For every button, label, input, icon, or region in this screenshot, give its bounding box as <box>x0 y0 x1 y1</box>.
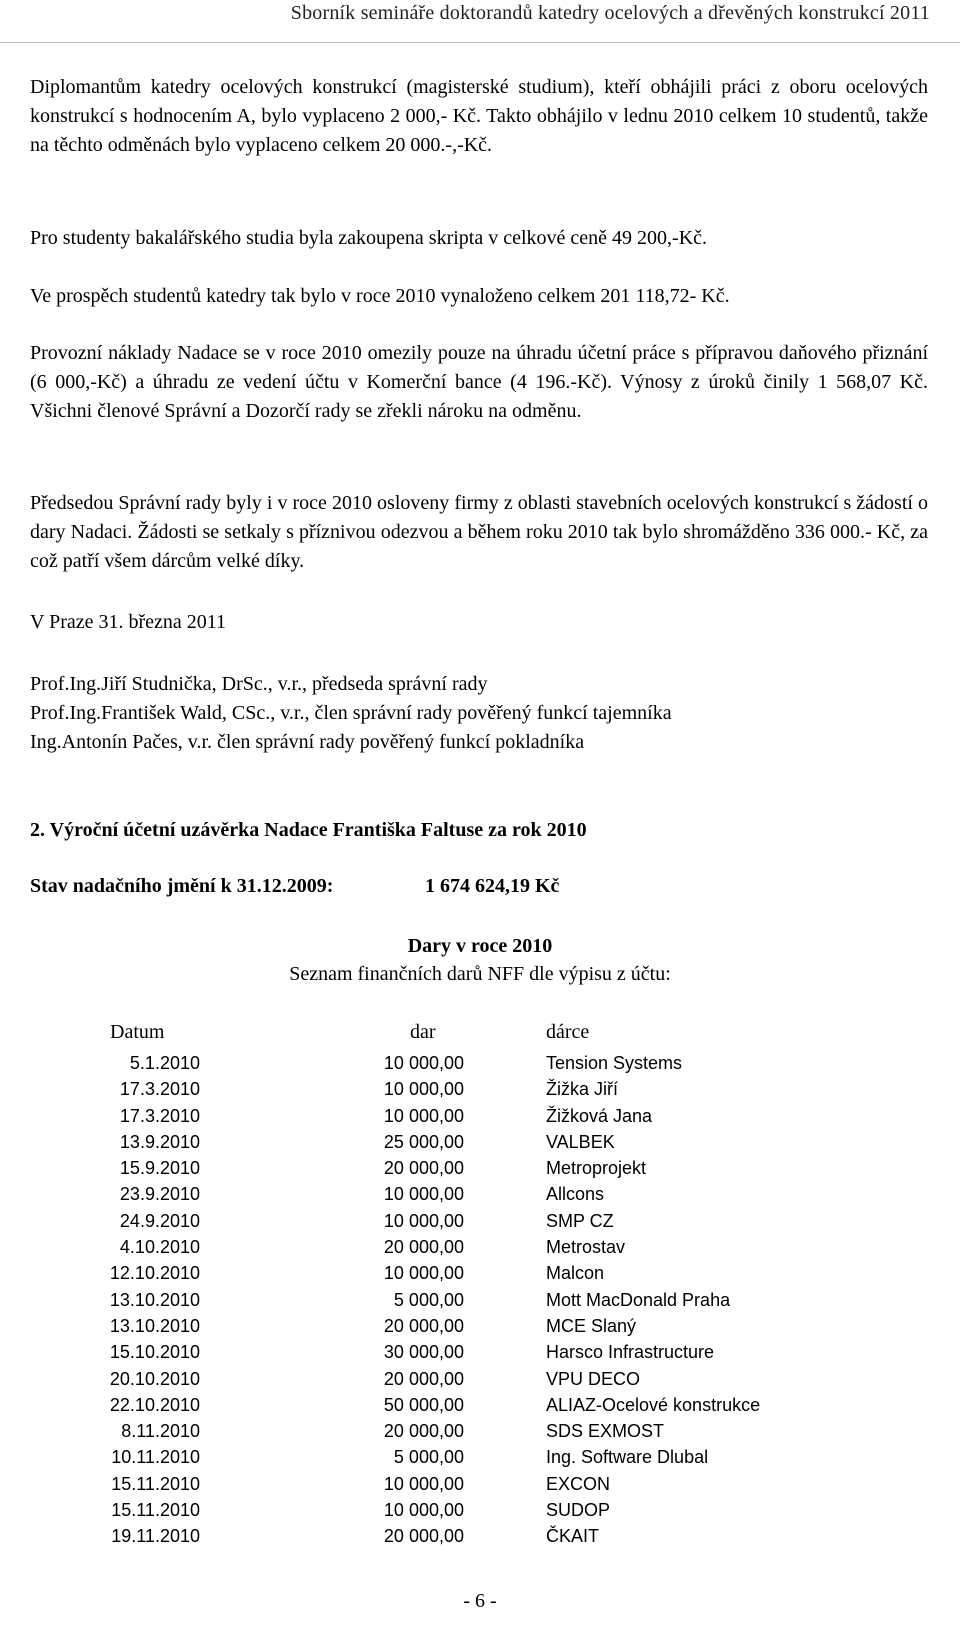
cell-date: 13.9.2010 <box>119 1131 200 1152</box>
column-header-date: Datum <box>110 1021 165 1043</box>
signature-chair: Prof.Ing.Jiří Studnička, DrSc., v.r., předseda správní rady <box>30 673 488 695</box>
cell-amount: 30 000,00 <box>383 1342 464 1363</box>
donations-subtitle: Seznam finančních darů NFF dle výpisu z účtu: <box>289 963 671 985</box>
cell-date: 23.9.2010 <box>119 1184 200 1205</box>
table-row <box>0 1526 960 1552</box>
cell-donor: Mott MacDonald Praha <box>546 1289 731 1310</box>
cell-amount: 10 000,00 <box>383 1210 464 1231</box>
cell-date: 8.11.2010 <box>121 1421 200 1442</box>
paragraph-bachelor-scripts: Pro studenty bakalářského studia byla zakoupena skripta v celkové ceně 49 200,-Kč. <box>30 227 708 249</box>
column-header-donor: dárce <box>546 1021 590 1043</box>
table-row <box>0 1474 960 1500</box>
cell-date: 20.10.2010 <box>109 1368 200 1389</box>
cell-donor: Metrostav <box>546 1237 626 1258</box>
cell-donor: ČKAIT <box>546 1526 600 1547</box>
cell-amount: 20 000,00 <box>383 1421 464 1442</box>
cell-amount: 20 000,00 <box>383 1237 464 1258</box>
table-row <box>0 1053 960 1079</box>
cell-donor: SMP CZ <box>546 1210 614 1231</box>
cell-donor: Žižka Jiří <box>546 1079 618 1100</box>
table-row <box>0 1369 960 1395</box>
table-row <box>0 1421 960 1447</box>
cell-donor: Metroprojekt <box>546 1158 647 1179</box>
cell-date: 13.10.2010 <box>109 1289 200 1310</box>
cell-date: 10.11.2010 <box>111 1447 200 1468</box>
cell-amount: 10 000,00 <box>383 1105 464 1126</box>
table-row <box>0 1106 960 1132</box>
table-row <box>0 1447 960 1473</box>
paragraph-donations-summary: Předsedou Správní rady byly i v roce 2010 osloveny firmy z oblasti stavebních ocelových konstrukcí s žádostí o dary Nadaci. Žádosti se setkaly s příznivou odezvou a během roku 2010 tak bylo shromážděno 336 000.- Kč, za což patří všem dárcům velké díky. <box>30 492 928 572</box>
cell-donor: Harsco Infrastructure <box>546 1342 715 1363</box>
table-row <box>0 1290 960 1316</box>
cell-amount: 5 000,00 <box>393 1289 464 1310</box>
cell-date: 15.11.2010 <box>111 1500 200 1521</box>
cell-donor: Allcons <box>546 1184 605 1205</box>
signature-treasurer: Ing.Antonín Pačes, v.r. člen správní rady pověřený funkcí pokladníka <box>30 731 585 753</box>
cell-amount: 50 000,00 <box>383 1394 464 1415</box>
cell-donor: EXCON <box>546 1473 611 1494</box>
cell-date: 15.9.2010 <box>119 1158 200 1179</box>
cell-date: 22.10.2010 <box>109 1394 200 1415</box>
cell-amount: 5 000,00 <box>393 1447 464 1468</box>
page-number: - 6 - <box>463 1590 497 1612</box>
donations-table-body <box>0 1053 960 1553</box>
cell-date: 19.11.2010 <box>111 1526 200 1547</box>
cell-date: 4.10.2010 <box>119 1237 200 1258</box>
signature-secretary: Prof.Ing.František Wald, CSc., v.r., člen správní rady pověřený funkcí tajemníka <box>30 702 672 724</box>
cell-amount: 20 000,00 <box>383 1315 464 1336</box>
cell-donor: VALBEK <box>546 1131 615 1152</box>
header-rule <box>0 42 960 43</box>
cell-date: 15.11.2010 <box>111 1473 200 1494</box>
table-row <box>0 1500 960 1526</box>
table-row <box>0 1263 960 1289</box>
table-row <box>0 1316 960 1342</box>
cell-amount: 20 000,00 <box>383 1526 464 1547</box>
table-row <box>0 1237 960 1263</box>
cell-date: 5.1.2010 <box>129 1053 200 1073</box>
cell-donor: Ing. Software Dlubal <box>546 1447 709 1468</box>
table-row <box>0 1395 960 1421</box>
table-row <box>0 1211 960 1237</box>
donations-title: Dary v roce 2010 <box>407 935 553 957</box>
cell-donor: MCE Slaný <box>546 1315 637 1336</box>
cell-date: 17.3.2010 <box>119 1105 200 1126</box>
endowment-label: Stav nadačního jmění k 31.12.2009: <box>30 875 334 897</box>
table-row <box>0 1079 960 1105</box>
column-header-amount: dar <box>410 1021 436 1043</box>
cell-amount: 10 000,00 <box>383 1473 464 1494</box>
cell-date: 17.3.2010 <box>119 1079 200 1100</box>
table-row <box>0 1184 960 1210</box>
cell-date: 12.10.2010 <box>109 1263 200 1284</box>
table-row <box>0 1132 960 1158</box>
section-heading: 2. Výroční účetní uzávěrka Nadace Františka Faltuse za rok 2010 <box>30 819 587 841</box>
cell-amount: 20 000,00 <box>383 1158 464 1179</box>
cell-donor: SUDOP <box>546 1500 611 1521</box>
cell-amount: 20 000,00 <box>383 1368 464 1389</box>
endowment-status <box>30 875 560 898</box>
cell-donor: Tension Systems <box>546 1053 683 1073</box>
cell-donor: VPU DECO <box>546 1368 641 1389</box>
cell-donor: SDS EXMOST <box>546 1421 665 1442</box>
cell-amount: 10 000,00 <box>383 1053 464 1073</box>
paragraph-student-total: Ve prospěch studentů katedry tak bylo v roce 2010 vynaloženo celkem 201 118,72- Kč. <box>30 285 730 307</box>
cell-donor: ALIAZ-Ocelové konstrukce <box>546 1394 761 1415</box>
running-header: Sborník semináře doktorandů katedry ocelových a dřevěných konstrukcí 2011 <box>290 2 930 24</box>
signature-block <box>30 670 672 757</box>
cell-amount: 10 000,00 <box>383 1263 464 1284</box>
cell-amount: 10 000,00 <box>383 1500 464 1521</box>
cell-amount: 10 000,00 <box>383 1184 464 1205</box>
cell-donor: Malcon <box>546 1263 605 1284</box>
cell-date: 15.10.2010 <box>109 1342 200 1363</box>
table-row <box>0 1158 960 1184</box>
cell-amount: 25 000,00 <box>383 1131 464 1152</box>
cell-donor: Žižková Jana <box>546 1105 653 1126</box>
cell-amount: 10 000,00 <box>383 1079 464 1100</box>
cell-date: 24.9.2010 <box>119 1210 200 1231</box>
paragraph-diploma-awards: Diplomantům katedry ocelových konstrukcí (magisterské studium), kteří obhájili práci z oboru ocelových konstrukcí s hodnocením A, bylo vyplaceno 2 000,- Kč. Takto obhájilo v lednu 2010 celkem 10 studentů, takže na těchto odměnách bylo vyplaceno celkem 20 000.-,-Kč. <box>30 76 928 156</box>
cell-date: 13.10.2010 <box>109 1315 200 1336</box>
endowment-value: 1 674 624,19 Kč <box>425 875 560 897</box>
paragraph-operating-costs: Provozní náklady Nadace se v roce 2010 omezily pouze na úhradu účetní práce s přípravou daňového přiznání (6 000,-Kč) a úhradu ze vedení účtu v Komerční bance (4 196.-Kč). Výnosy z úroků činily 1 568,07 Kč. Všichni členové Správní a Dozorčí rady se zřekli nároku na odměnu. <box>30 342 928 422</box>
table-row <box>0 1342 960 1368</box>
donations-table-header <box>0 1021 960 1051</box>
place-date: V Praze 31. března 2011 <box>30 611 227 633</box>
